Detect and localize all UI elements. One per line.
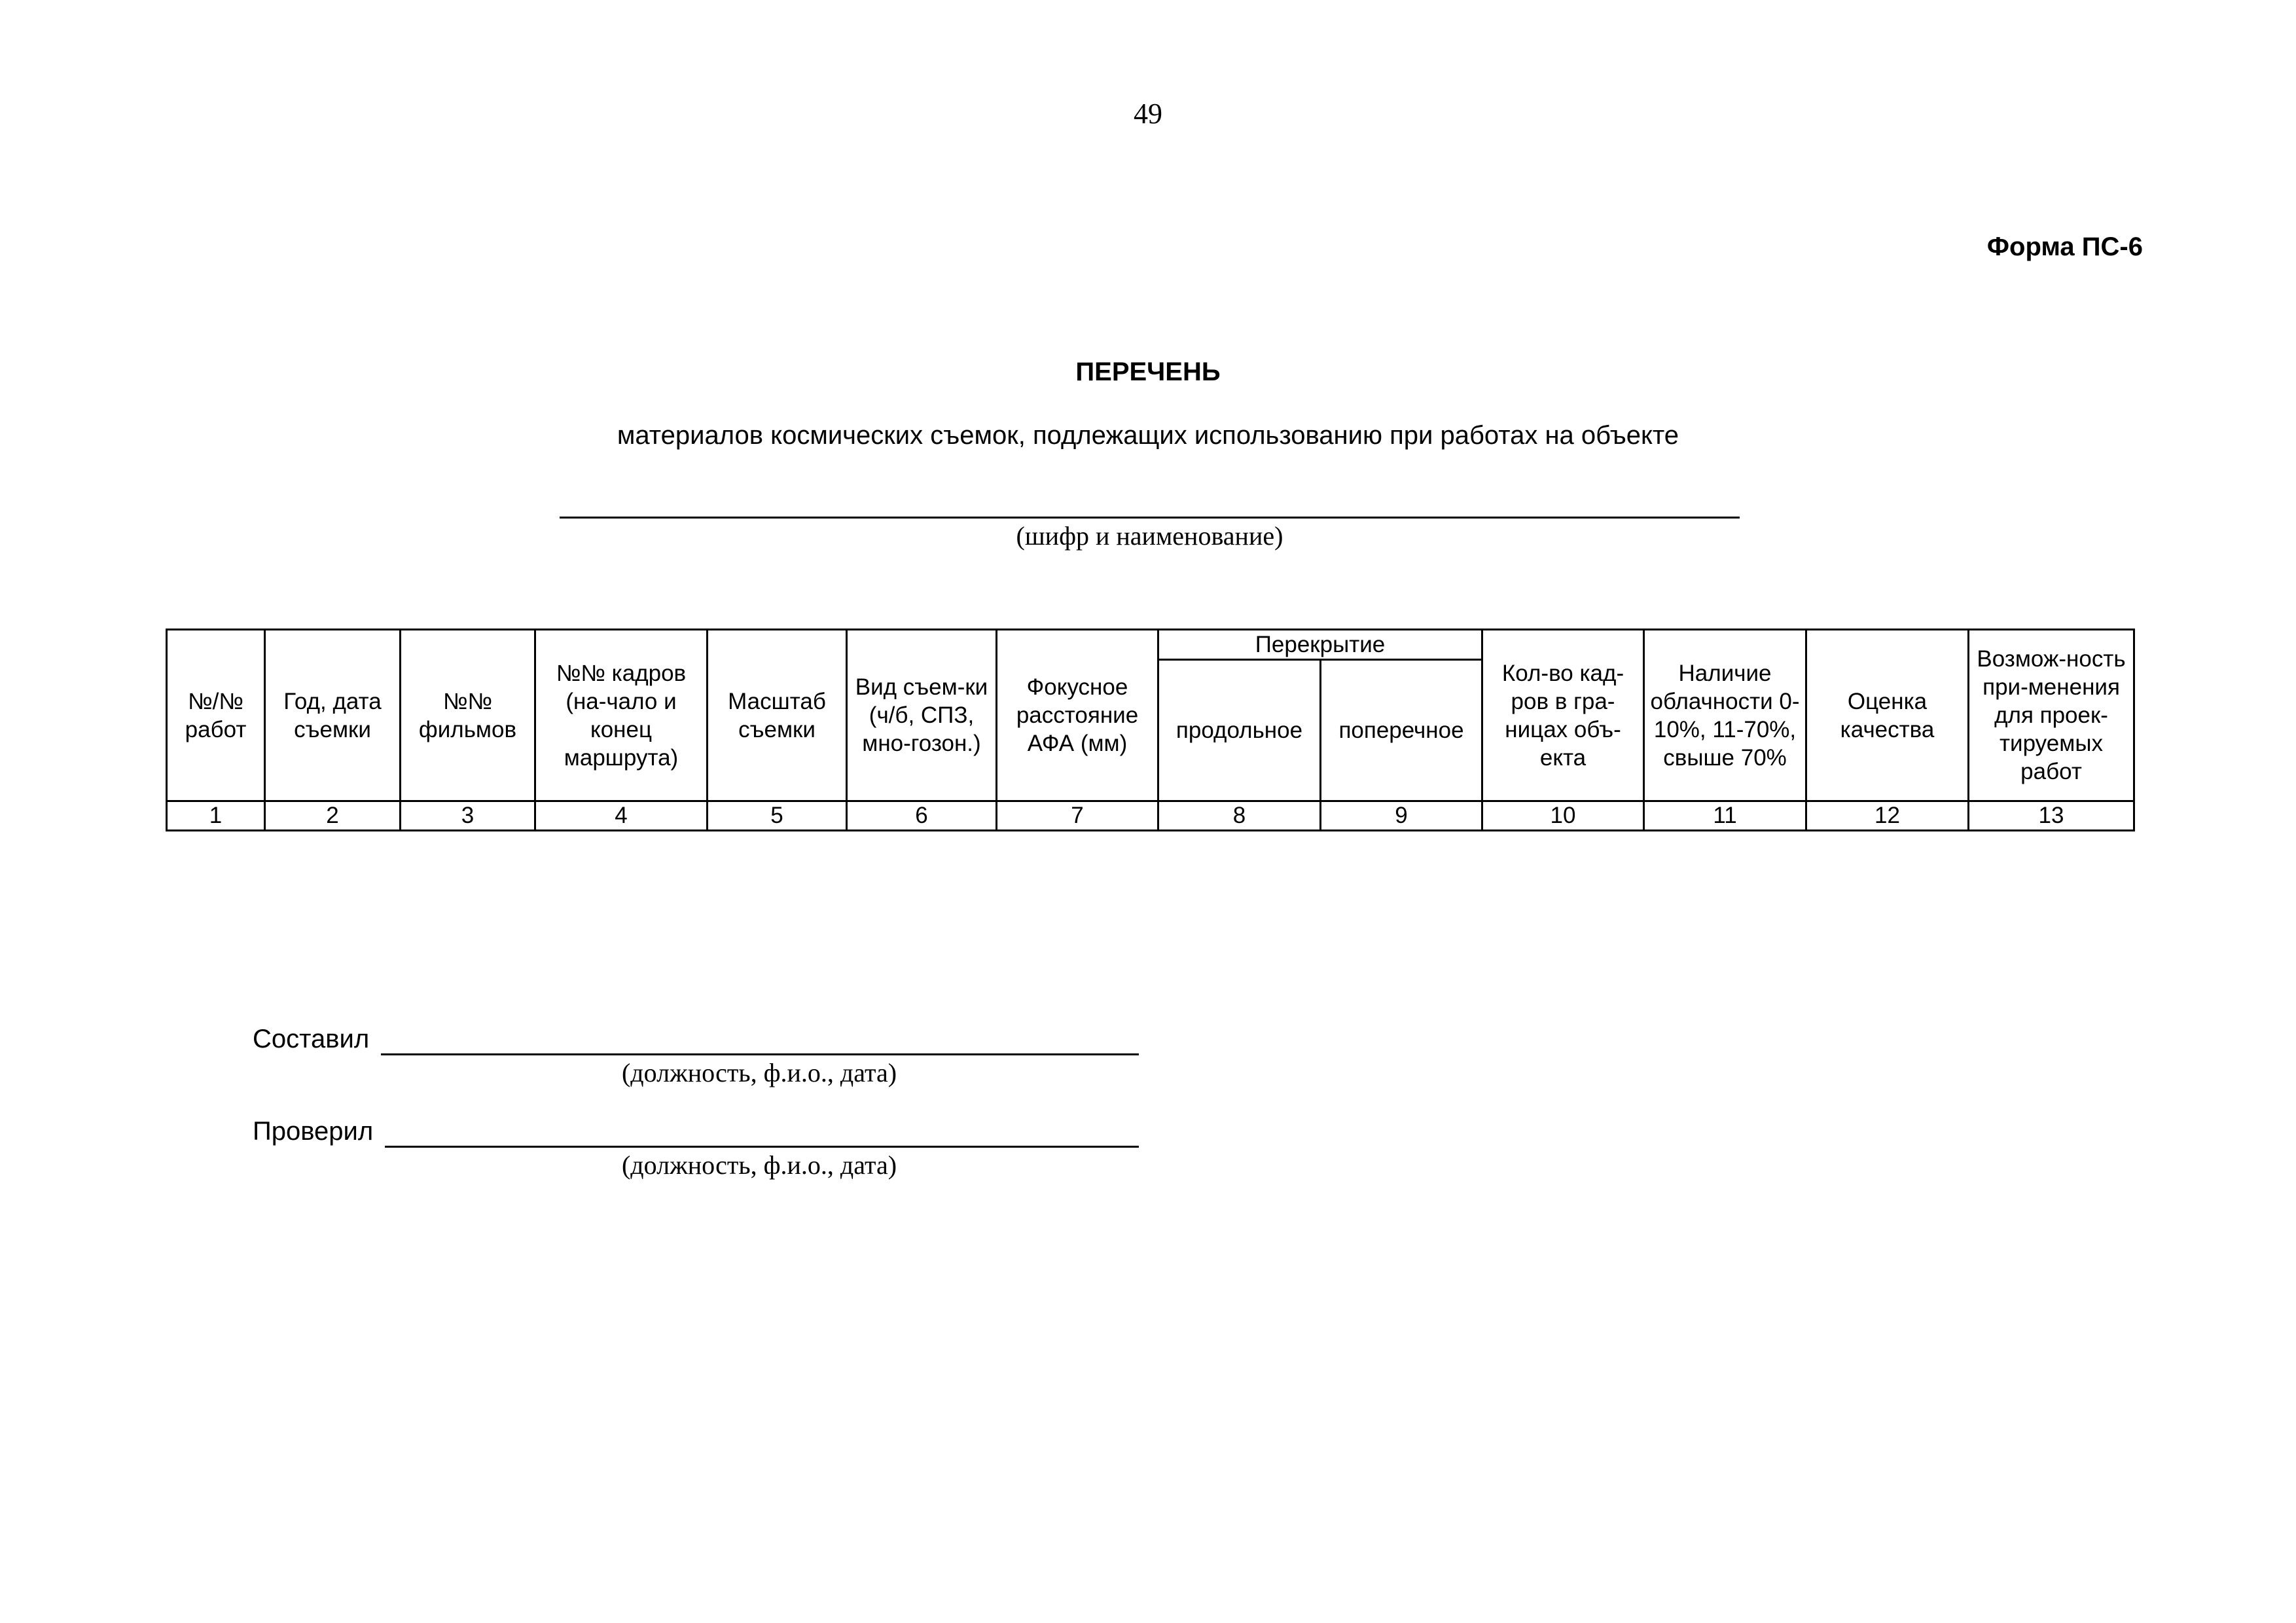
- column-number: 6: [847, 801, 997, 831]
- header-cell-film-numbers: №№ фильмов: [401, 630, 535, 801]
- header-row: [167, 630, 2134, 660]
- header-cell-survey-date: Год, дата съемки: [265, 630, 401, 801]
- header-cell-frame-count: Кол-во кад-ров в гра-ницах объ-екта: [1482, 630, 1644, 801]
- header-cell-frame-numbers: №№ кадров (на-чало и конец маршрута): [535, 630, 708, 801]
- header-cell-work-number: №/№ работ: [167, 630, 265, 801]
- header-cell-quality: Оценка качества: [1806, 630, 1969, 801]
- compiled-by-signature-line: [381, 1053, 1139, 1055]
- checked-by-signature-line: [385, 1146, 1139, 1148]
- column-number: 11: [1644, 801, 1806, 831]
- column-number: 10: [1482, 801, 1644, 831]
- header-cell-survey-type: Вид съем-ки (ч/б, СПЗ, мно-гозон.): [847, 630, 997, 801]
- header-cell-overlap: Перекрытие: [1158, 630, 1482, 660]
- compiled-by-caption: (должность, ф.и.о., дата): [621, 1058, 897, 1087]
- header-cell-applicability: Возмож-ность при-менения для проек-тируемых работ: [1969, 630, 2134, 801]
- column-number-row: [167, 801, 2134, 831]
- materials-table: [166, 629, 2135, 831]
- column-number: 9: [1321, 801, 1482, 831]
- column-number: 12: [1806, 801, 1969, 831]
- header-cell-survey-scale: Масштаб съемки: [708, 630, 847, 801]
- header-cell-cloudiness: Наличие облачности 0-10%, 11-70%, свыше 70%: [1644, 630, 1806, 801]
- column-number: 1: [167, 801, 265, 831]
- object-name-caption: (шифр и наименование): [1016, 521, 1283, 551]
- object-name-line: [560, 517, 1740, 519]
- form-code: Форма ПС-6: [1986, 232, 2143, 261]
- page-number: 49: [1134, 98, 1162, 130]
- document-subtitle: материалов космических съемок, подлежащих использованию при работах на объекте: [617, 421, 1679, 450]
- compiled-by-label: Составил: [253, 1025, 370, 1053]
- checked-by-label: Проверил: [253, 1117, 374, 1146]
- column-number: 2: [265, 801, 401, 831]
- column-number: 7: [997, 801, 1158, 831]
- checked-by-caption: (должность, ф.и.о., дата): [621, 1150, 897, 1180]
- column-number: 3: [401, 801, 535, 831]
- column-number: 13: [1969, 801, 2134, 831]
- column-number: 5: [708, 801, 847, 831]
- document-title: ПЕРЕЧЕНЬ: [1075, 357, 1221, 386]
- header-cell-overlap-transverse: поперечное: [1321, 660, 1482, 801]
- header-cell-focal-length: Фокусное расстояние АФА (мм): [997, 630, 1158, 801]
- column-number: 4: [535, 801, 708, 831]
- column-number: 8: [1158, 801, 1321, 831]
- header-cell-overlap-longitudinal: продольное: [1158, 660, 1321, 801]
